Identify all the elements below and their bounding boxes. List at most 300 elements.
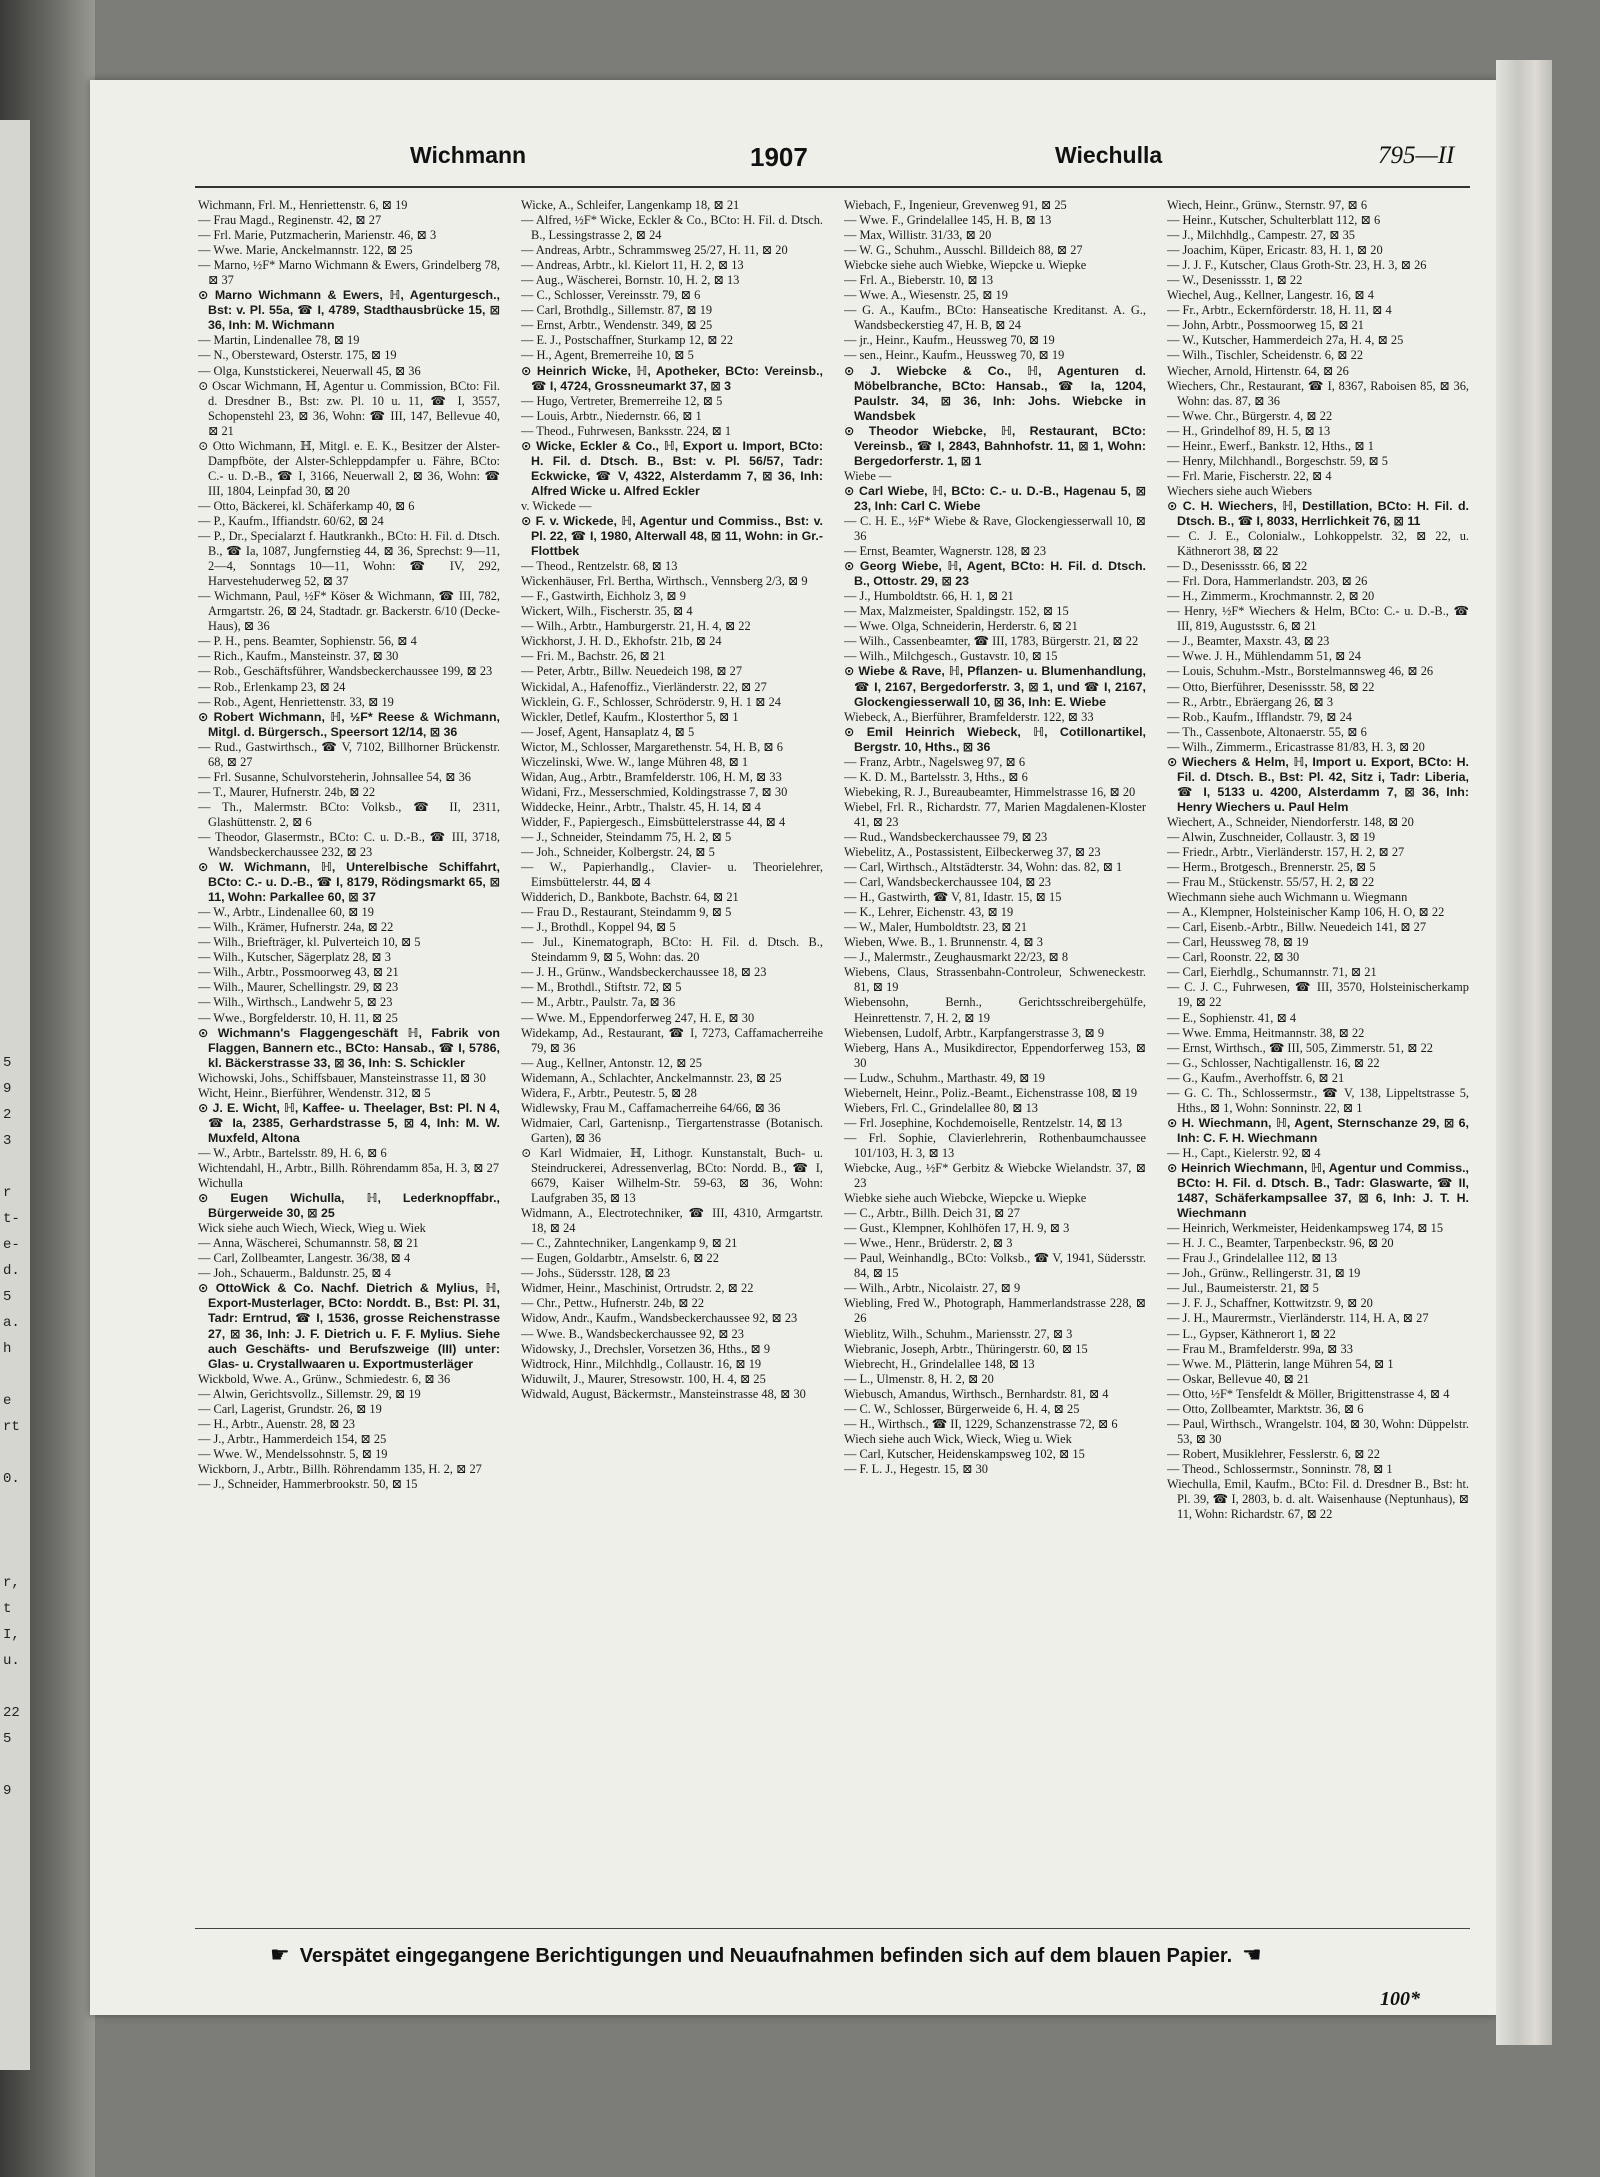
previous-page-mark: 0. [3, 1471, 20, 1487]
directory-entry: Wiebens, Claus, Strassenbahn-Controleur, Schweneckestr. 81, ⊠ 19 [844, 965, 1146, 995]
directory-entry: — Wilh., Arbtr., Nicolaistr. 27, ⊠ 9 [844, 1281, 1021, 1296]
previous-page-mark: 22 [3, 1705, 20, 1721]
directory-entry: — Wichmann, Paul, ½F* Köser & Wichmann, ☎ III, 782, Armgartstr. 26, ⊠ 24, Stadtadr. gr. Backerstr. 6/10 (Decke-Haus), ⊠ 36 [198, 589, 500, 634]
directory-entry: Wick siehe auch Wiech, Wieck, Wieg u. Wiek [198, 1221, 426, 1236]
directory-entry: — Paul, Weinhandlg., BCto: Volksb., ☎ V, 1941, Südersstr. 84, ⊠ 15 [844, 1251, 1146, 1281]
directory-entry: ⊙ Eugen Wichulla, ℍ, Lederknopffabr., Bürgerweide 30, ⊠ 25 [198, 1191, 500, 1221]
directory-entry: — C. W., Schlosser, Bürgerweide 6, H. 4, ⊠ 25 [844, 1401, 1080, 1416]
directory-entry: Wiebranic, Joseph, Arbtr., Thüringerstr. 60, ⊠ 15 [844, 1341, 1088, 1356]
directory-entry: ⊙ Marno Wichmann & Ewers, ℍ, Agenturgesch., Bst: v. Pl. 55a, ☎ I, 4789, Stadthausbrücke 15, ⊠ 36, Inh: M. Wichmann [198, 288, 500, 333]
directory-entry: — Wwe. W., Mendelssohnstr. 5, ⊠ 19 [198, 1446, 388, 1461]
directory-entry: — G., Kaufm., Averhoffstr. 6, ⊠ 21 [1167, 1070, 1345, 1085]
directory-entry: — Olga, Kunststickerei, Neuerwall 45, ⊠ 36 [198, 363, 421, 378]
directory-entry: — F. L. J., Hegestr. 15, ⊠ 30 [844, 1461, 988, 1476]
directory-entry: — Carl, Roonstr. 22, ⊠ 30 [1167, 950, 1300, 965]
directory-page [90, 80, 1498, 2015]
directory-entry: ⊙ Theodor Wiebcke, ℍ, Restaurant, BCto: Vereinsb., ☎ I, 2843, Bahnhofstr. 11, ⊠ 1, Wohn: Bergedorferstr. 1, ⊠ 1 [844, 423, 1146, 468]
previous-page-mark: 2 [3, 1107, 12, 1123]
directory-entry: Wicklein, G. F., Schlosser, Schröderstr. 9, H. 1 ⊠ 24 [521, 694, 781, 709]
directory-entry: — E. J., Postschaffner, Sturkamp 12, ⊠ 22 [521, 333, 734, 348]
directory-entry: — Jul., Kinematograph, BCto: H. Fil. d. Dtsch. B., Steindamm 9, ⊠ 5, Wohn: das. 20 [521, 935, 823, 965]
directory-entry: — Frau Magd., Reginenstr. 42, ⊠ 27 [198, 213, 382, 228]
directory-entry: — Friedr., Arbtr., Vierländerstr. 157, H. 2, ⊠ 27 [1167, 845, 1405, 860]
directory-entry: Widow, Andr., Kaufm., Wandsbeckerchaussee 92, ⊠ 23 [521, 1311, 798, 1326]
directory-entry: — Wilh., Arbtr., Hamburgerstr. 21, H. 4, ⊠ 22 [521, 619, 751, 634]
directory-entry: — Frl. Susanne, Schulvorsteherin, Johnsallee 54, ⊠ 36 [198, 769, 471, 784]
header-rule [195, 186, 1470, 188]
directory-entry: — K. D. M., Bartelsstr. 3, Hths., ⊠ 6 [844, 769, 1028, 784]
directory-entry: ⊙ OttoWick & Co. Nachf. Dietrich & Mylius, ℍ, Export-Musterlager, BCto: Norddt. B., Bst: Pl. 31, Tadr: Erntrud, ☎ I, 1536, grosse Reichenstrasse 27, ⊠ 36, Inh: J. F. Dietrich u. F. F. Mylius. Siehe auch Geschäfts- und Berufszweige (III) unter: Glas- u. Crystallwaaren u. Exportmusterläger [198, 1281, 500, 1371]
directory-entry: Wiebensen, Ludolf, Arbtr., Karpfangerstrasse 3, ⊠ 9 [844, 1025, 1105, 1040]
directory-entry: Wicke, A., Schleifer, Langenkamp 18, ⊠ 21 [521, 198, 740, 212]
previous-page-mark: r, [3, 1575, 20, 1591]
directory-entry: Wiebeking, R. J., Bureaubeamter, Himmelstrasse 16, ⊠ 20 [844, 784, 1136, 799]
directory-entry: ⊙ Georg Wiebe, ℍ, Agent, BCto: H. Fil. d. Dtsch. B., Ottostr. 29, ⊠ 23 [844, 559, 1146, 589]
previous-page-mark [3, 1492, 27, 1518]
pointing-hand-icon: ☛ [270, 1942, 290, 1967]
previous-page-marks [3, 1050, 27, 1804]
previous-page-mark: 5 [3, 1055, 12, 1071]
directory-entry: Widwald, August, Bäckermstr., Mansteinstrasse 48, ⊠ 30 [521, 1386, 806, 1401]
directory-entry: — Alwin, Zuschneider, Collaustr. 3, ⊠ 19 [1167, 829, 1376, 844]
directory-entry: — Louis, Arbtr., Niedernstr. 66, ⊠ 1 [521, 408, 702, 423]
directory-entry: — Carl, Lagerist, Grundstr. 26, ⊠ 19 [198, 1401, 382, 1416]
directory-entry: Wiech, Heinr., Grünw., Sternstr. 97, ⊠ 6 [1167, 198, 1368, 212]
directory-entry: Wickidal, A., Hafenoffiz., Vierländerstr. 22, ⊠ 27 [521, 679, 767, 694]
directory-entry: — Heinrich, Werkmeister, Heidenkampsweg 174, ⊠ 15 [1167, 1221, 1444, 1236]
directory-entry: — Alfred, ½F* Wicke, Eckler & Co., BCto: H. Fil. d. Dtsch. B., Lessingstrasse 2, ⊠ 24 [521, 213, 823, 243]
previous-page-mark: d. [3, 1263, 20, 1279]
directory-entry: — Wwe. B., Wandsbeckerchaussee 92, ⊠ 23 [521, 1326, 744, 1341]
directory-entry: — John, Arbtr., Possmoorweg 15, ⊠ 21 [1167, 318, 1364, 333]
directory-entry: — H., Zimmerm., Krochmannstr. 2, ⊠ 20 [1167, 589, 1375, 604]
directory-entry: — Andreas, Arbtr., Schrammsweg 25/27, H. 11, ⊠ 20 [521, 243, 788, 258]
directory-entry: Widmaier, Carl, Gartenisnp., Tiergartenstrasse (Botanisch. Garten), ⊠ 36 [521, 1115, 823, 1145]
directory-entry: Wickler, Detlef, Kaufm., Klosterthor 5, ⊠ 1 [521, 709, 739, 724]
directory-entry: — H., Grindelhof 89, H. 5, ⊠ 13 [1167, 423, 1331, 438]
directory-entry: Wiebelitz, A., Postassistent, Eilbeckerweg 37, ⊠ 23 [844, 845, 1101, 860]
directory-entry: ⊙ H. Wiechmann, ℍ, Agent, Sternschanze 29, ⊠ 6, Inh: C. F. H. Wiechmann [1167, 1115, 1469, 1145]
directory-entry: — Carl, Kutscher, Heidenskampsweg 102, ⊠ 15 [844, 1446, 1085, 1461]
directory-entry: — P., Dr., Specialarzt f. Hautkrankh., BCto: H. Fil. d. Dtsch. B., ☎ Ia, 1087, Jungfernstieg 44, ⊠ 36, Sprechst: 9—11, 2—4, Sonntags 10—11, Wohn: ☎ IV, 292, Harvestehuderweg 52, ⊠ 37 [198, 529, 500, 589]
directory-entry: — Heinr., Ewerf., Bankstr. 12, Hths., ⊠ 1 [1167, 438, 1374, 453]
directory-entry: Wieberg, Hans A., Musikdirector, Eppendorferweg 153, ⊠ 30 [844, 1040, 1146, 1070]
directory-entry: — J. F. J., Schaffner, Kottwitzstr. 9, ⊠ 20 [1167, 1296, 1373, 1311]
directory-entry: — M., Brothdl., Stiftstr. 72, ⊠ 5 [521, 980, 682, 995]
directory-entry: Wiebensohn, Bernh., Gerichtsschreibergehülfe, Heinrettenstr. 7, H. 2, ⊠ 19 [844, 995, 1146, 1025]
directory-entry: Wiechers, Chr., Restaurant, ☎ I, 8367, Raboisen 85, ⊠ 36, Wohn: das. 87, ⊠ 36 [1167, 378, 1469, 408]
directory-entry: Wichtendahl, H., Arbtr., Billh. Röhrendamm 85a, H. 3, ⊠ 27 [198, 1161, 500, 1175]
directory-entry: — Wilh., Cassenbeamter, ☎ III, 1783, Bürgerstr. 21, ⊠ 22 [844, 634, 1139, 649]
previous-page-mark [3, 1674, 27, 1700]
directory-entry: — Frl. Marie, Putzmacherin, Marienstr. 46, ⊠ 3 [198, 228, 437, 243]
directory-entry: — sen., Heinr., Kaufm., Heussweg 70, ⊠ 19 [844, 348, 1065, 363]
directory-entry: — Aug., Wäscherei, Bornstr. 10, H. 2, ⊠ 13 [521, 273, 740, 288]
directory-entry: Wicht, Heinr., Bierführer, Wendenstr. 312, ⊠ 5 [198, 1085, 431, 1100]
directory-entry: — G., Schlosser, Nachtigallenstr. 16, ⊠ 22 [1167, 1055, 1380, 1070]
previous-page-mark [3, 1440, 27, 1466]
directory-entry: ⊙ C. H. Wiechers, ℍ, Destillation, BCto: H. Fil. d. Dtsch. B., ☎ I, 8033, Herrlichkeit 76, ⊠ 11 [1167, 498, 1469, 528]
directory-entry: — Paul, Wirthsch., Wrangelstr. 104, ⊠ 30, Wohn: Düppelstr. 53, ⊠ 30 [1167, 1416, 1469, 1446]
directory-entry: — Frl. Marie, Fischerstr. 22, ⊠ 4 [1167, 468, 1332, 483]
previous-page-mark: e- [3, 1237, 20, 1253]
column-1 [198, 198, 500, 1918]
directory-entry: — C. J. E., Colonialw., Lohkoppelstr. 32, ⊠ 22, u. Käthnerort 38, ⊠ 22 [1167, 529, 1469, 559]
directory-entry: — Otto, Bäckerei, kl. Schäferkamp 40, ⊠ 6 [198, 498, 415, 513]
directory-entry: ⊙ Emil Heinrich Wiebeck, ℍ, Cotillonartikel, Bergstr. 10, Hths., ⊠ 36 [844, 724, 1146, 754]
directory-entry: — Ernst, Arbtr., Wendenstr. 349, ⊠ 25 [521, 318, 713, 333]
directory-entry: — Wilh., Wirthsch., Landwehr 5, ⊠ 23 [198, 995, 393, 1010]
directory-entry: — Robert, Musiklehrer, Fesslerstr. 6, ⊠ 22 [1167, 1446, 1380, 1461]
directory-entry: ⊙ Otto Wichmann, ℍ, Mitgl. e. E. K., Besitzer der Alster-Dampfböte, der Alster-Schleppdampfer u. Fähre, BCto: C.- u. D.-B., ☎ I, 3166, Neuerwall 2, ⊠ 36, Wohn: ☎ III, 1804, Leinpfad 30, ⊠ 20 [198, 438, 500, 498]
directory-entry: — Marno, ½F* Marno Wichmann & Ewers, Grindelberg 78, ⊠ 37 [198, 258, 500, 288]
directory-entry: — J. H., Grünw., Wandsbeckerchaussee 18, ⊠ 23 [521, 965, 767, 980]
directory-entry: — Frau J., Grindelallee 112, ⊠ 13 [1167, 1251, 1337, 1266]
directory-entry: — W., Papierhandlg., Clavier- u. Theorielehrer, Eimsbüttelerstr. 44, ⊠ 4 [521, 860, 823, 890]
directory-entry: — Louis, Schuhm.-Mstr., Borstelmannsweg 46, ⊠ 26 [1167, 664, 1434, 679]
directory-entry: — Wilh., Krämer, Hufnerstr. 24a, ⊠ 22 [198, 920, 394, 935]
directory-entry: Wiechmann siehe auch Wichmann u. Wiegmann [1167, 890, 1408, 905]
header-page-number: 795—II [1378, 142, 1455, 169]
directory-entry: — A., Klempner, Holsteinischer Kamp 106, H. O, ⊠ 22 [1167, 905, 1445, 920]
directory-entry: — Wwe., Borgfelderstr. 10, H. 11, ⊠ 25 [198, 1010, 398, 1025]
directory-entry: — Frl. A., Bieberstr. 10, ⊠ 13 [844, 273, 994, 288]
directory-entry: — Rob., Agent, Henriettenstr. 33, ⊠ 19 [198, 694, 394, 709]
directory-entry: — Theodor, Glasermstr., BCto: C. u. D.-B., ☎ III, 3718, Wandsbeckerchaussee 232, ⊠ 23 [198, 829, 500, 860]
directory-entry: — Joachim, Küper, Ericastr. 83, H. 1, ⊠ 20 [1167, 243, 1383, 258]
column-4 [1167, 198, 1469, 1918]
directory-entry: ⊙ W. Wichmann, ℍ, Unterelbische Schiffahrt, BCto: C.- u. D.-B., ☎ I, 8179, Rödingsmarkt 65, ⊠ 11, Wohn: Parkallee 60, ⊠ 37 [198, 860, 500, 905]
directory-entry: — Aug., Kellner, Antonstr. 12, ⊠ 25 [521, 1055, 702, 1070]
directory-entry: — L., Gypser, Käthnerort 1, ⊠ 22 [1167, 1326, 1336, 1341]
directory-entry: — Ernst, Beamter, Wagnerstr. 128, ⊠ 23 [844, 544, 1047, 559]
directory-entry: Wictor, M., Schlosser, Margarethenstr. 54, H. B, ⊠ 6 [521, 739, 783, 754]
directory-entry: — J., Humboldtstr. 66, H. 1, ⊠ 21 [844, 589, 1014, 604]
directory-entry: — Theod., Schlossermstr., Sonninstr. 78, ⊠ 1 [1167, 1461, 1393, 1476]
directory-entry: ⊙ Karl Widmaier, ℍ, Lithogr. Kunstanstalt, Buch- u. Steindruckerei, Adressenverlag, BCto: Nordd. B., ☎ I, 6679, Kaiser Wilhelm-Str. 59-63, ⊠ 36, Wohn: Laufgraben 35, ⊠ 13 [521, 1145, 823, 1206]
page-header [90, 142, 1498, 182]
directory-entry: — Wwe. M., Eppendorferweg 247, H. E, ⊠ 30 [521, 1010, 755, 1025]
directory-entry: Wickbold, Wwe. A., Grünw., Schmiedestr. 6, ⊠ 36 [198, 1371, 451, 1386]
directory-entry: Widmann, A., Electrotechniker, ☎ III, 4310, Armgartstr. 18, ⊠ 24 [521, 1206, 823, 1236]
directory-entry: — F., Gastwirth, Eichholz 3, ⊠ 9 [521, 589, 686, 604]
previous-page-mark [3, 1518, 27, 1544]
directory-entry: Wiebke siehe auch Wiebcke, Wiepcke u. Wiepke [844, 1191, 1087, 1206]
directory-entry: — Max, Malzmeister, Spaldingstr. 152, ⊠ 15 [844, 604, 1069, 619]
directory-entry: — Wwe. Olga, Schneiderin, Herderstr. 6, ⊠ 21 [844, 619, 1078, 634]
directory-entry: — J., Beamter, Maxstr. 43, ⊠ 23 [1167, 634, 1330, 649]
directory-entry: Wiebrecht, H., Grindelallee 148, ⊠ 13 [844, 1356, 1035, 1371]
directory-entry: — Rud., Gastwirthsch., ☎ V, 7102, Billhorner Brückenstr. 68, ⊠ 27 [198, 739, 500, 769]
directory-entry: — Franz, Arbtr., Nagelsweg 97, ⊠ 6 [844, 754, 1026, 769]
previous-page-mark [3, 1544, 27, 1570]
previous-page-mark: 9 [3, 1081, 12, 1097]
directory-entry: — Wilh., Maurer, Schellingstr. 29, ⊠ 23 [198, 980, 399, 995]
directory-entry: Widowsky, J., Drechsler, Vorsetzen 36, Hths., ⊠ 9 [521, 1341, 771, 1356]
directory-entry: ⊙ Wiechers & Helm, ℍ, Import u. Export, BCto: H. Fil. d. Dtsch. B., Bst: Pl. 42, Sitz i, Tadr: Liberia, ☎ I, 5133 u. 4200, Alsterdamm 7, ⊠ 36, Inh: Henry Wiechers u. Paul Helm [1167, 754, 1469, 814]
pointing-hand-icon: ☛ [1242, 1942, 1262, 1967]
directory-entry: ⊙ J. Wiebcke & Co., ℍ, Agenturen d. Möbelbranche, BCto: Hansab., ☎ Ia, 1204, Paulstr. 34, ⊠ 36, Inh: Johs. Wiebcke in Wandsbek [844, 363, 1146, 423]
directory-entry: — H., Agent, Bremerreihe 10, ⊠ 5 [521, 348, 694, 363]
directory-entry: — Wilh., Zimmerm., Ericastrasse 81/83, H. 3, ⊠ 20 [1167, 739, 1425, 754]
directory-entry: — J. J. F., Kutscher, Claus Groth-Str. 23, H. 3, ⊠ 26 [1167, 258, 1427, 273]
directory-entry: — Fr., Arbtr., Eckernförderstr. 18, H. 11, ⊠ 4 [1167, 303, 1392, 318]
directory-entry: ⊙ Heinrich Wiechmann, ℍ, Agentur und Commiss., BCto: H. Fil. d. Dtsch. B., Tadr: Glaswarte, ☎ II, 1487, Schäferkampsallee 37, ⊠ 6, Inh: J. T. H. Wiechmann [1167, 1161, 1469, 1221]
directory-entry: Wiecher, Arnold, Hirtenstr. 64, ⊠ 26 [1167, 363, 1349, 378]
footer-notice [270, 1942, 1430, 1968]
directory-entry: — W., Desenissstr. 1, ⊠ 22 [1167, 273, 1303, 288]
directory-entry: — Joh., Grünw., Rellingerstr. 31, ⊠ 19 [1167, 1266, 1361, 1281]
directory-entry: — C., Schlosser, Vereinsstr. 79, ⊠ 6 [521, 288, 701, 303]
previous-page-mark [3, 1154, 27, 1180]
directory-entry: Wickert, Wilh., Fischerstr. 35, ⊠ 4 [521, 604, 693, 619]
directory-entry: Wiebel, Frl. R., Richardstr. 77, Marien Magdalenen-Kloster 41, ⊠ 23 [844, 799, 1146, 829]
directory-entry: Widmer, Heinr., Maschinist, Ortrudstr. 2, ⊠ 22 [521, 1281, 754, 1296]
directory-entry: — H., Wirthsch., ☎ II, 1229, Schanzenstrasse 72, ⊠ 6 [844, 1416, 1118, 1431]
directory-entry: Wieblitz, Wilh., Schuhm., Mariensstr. 27, ⊠ 3 [844, 1326, 1073, 1341]
directory-entry: Wiebach, F., Ingenieur, Grevenweg 91, ⊠ 25 [844, 198, 1067, 212]
directory-entry: — Wilh., Arbtr., Possmoorweg 43, ⊠ 21 [198, 965, 399, 980]
directory-entry: Wiebcke, Aug., ½F* Gerbitz & Wiebcke Wielandstr. 37, ⊠ 23 [844, 1161, 1146, 1191]
directory-entry: Wiebernelt, Heinr., Poliz.-Beamt., Eichenstrasse 108, ⊠ 19 [844, 1085, 1138, 1100]
previous-page-mark: I, [3, 1627, 20, 1643]
directory-entry: — Gust., Klempner, Kohlhöfen 17, H. 9, ⊠ 3 [844, 1221, 1070, 1236]
directory-entry: Wiebling, Fred W., Photograph, Hammerlandstrasse 228, ⊠ 26 [844, 1296, 1146, 1326]
previous-page-mark: 9 [3, 1783, 12, 1799]
directory-entry: — Frl. Dora, Hammerlandstr. 203, ⊠ 26 [1167, 574, 1368, 589]
directory-entry: — Martin, Lindenallee 78, ⊠ 19 [198, 333, 360, 348]
directory-entry: — Carl, Brothdlg., Sillemstr. 87, ⊠ 19 [521, 303, 713, 318]
directory-entry: Wiebusch, Amandus, Wirthsch., Bernhardstr. 81, ⊠ 4 [844, 1386, 1109, 1401]
directory-entry: Widuwilt, J., Maurer, Stresowstr. 100, H. 4, ⊠ 25 [521, 1371, 766, 1386]
previous-page-edge [0, 120, 30, 2070]
directory-entry: ⊙ Oscar Wichmann, ℍ, Agentur u. Commission, BCto: Fil. d. Dresdner B., Bst: zw. Pl. 10 u. 11, ☎ I, 3557, Schopenstehl 23, ⊠ 36, Wohn: ☎ III, 147, Bellevue 40, ⊠ 21 [198, 378, 500, 438]
directory-entry: — Joh., Schauerm., Baldunstr. 25, ⊠ 4 [198, 1266, 391, 1281]
directory-entry: — P., Kaufm., Iffiandstr. 60/62, ⊠ 24 [198, 513, 384, 528]
directory-entry: — Jul., Baumeisterstr. 21, ⊠ 5 [1167, 1281, 1319, 1296]
directory-entry: — Anna, Wäscherei, Schumannstr. 58, ⊠ 21 [198, 1236, 419, 1251]
previous-page-mark [3, 1752, 27, 1778]
directory-entry: — W. G., Schuhm., Ausschl. Billdeich 88, ⊠ 27 [844, 243, 1083, 258]
previous-page-mark: h [3, 1341, 12, 1357]
directory-entry: — Carl, Wandsbeckerchaussee 104, ⊠ 23 [844, 875, 1052, 890]
directory-entry: — Wilh., Milchgesch., Gustavstr. 10, ⊠ 15 [844, 649, 1058, 664]
directory-entry: — Th., Malermstr. BCto: Volksb., ☎ II, 2311, Glashüttenstr. 2, ⊠ 6 [198, 799, 500, 829]
directory-entry: Wickhorst, J. H. D., Ekhofstr. 21b, ⊠ 24 [521, 634, 722, 649]
directory-entry: — Henry, ½F* Wiechers & Helm, BCto: C.- u. D.-B., ☎ III, 819, Augustsstr. 6, ⊠ 21 [1167, 604, 1469, 634]
directory-entry: — Johs., Südersstr. 128, ⊠ 23 [521, 1266, 671, 1281]
directory-entry: — Oskar, Bellevue 40, ⊠ 21 [1167, 1371, 1310, 1386]
directory-entry: — J., Milchhdlg., Campestr. 27, ⊠ 35 [1167, 228, 1355, 243]
directory-entry: — Rob., Kaufm., Ifflandstr. 79, ⊠ 24 [1167, 709, 1352, 724]
directory-entry: — Chr., Pettw., Hufnerstr. 24b, ⊠ 22 [521, 1296, 705, 1311]
previous-page-mark: 5 [3, 1731, 12, 1747]
directory-entry: Wichulla [198, 1176, 243, 1191]
directory-entry: Widekamp, Ad., Restaurant, ☎ I, 7273, Caffamacherreihe 79, ⊠ 36 [521, 1025, 823, 1055]
directory-entry: ⊙ Robert Wichmann, ℍ, ½F* Reese & Wichmann, Mitgl. d. Bürgersch., Speersort 12/14, ⊠ 36 [198, 709, 500, 739]
directory-entry: — Frau M., Stückenstr. 55/57, H. 2, ⊠ 22 [1167, 875, 1375, 890]
directory-entry: — C. H. E., ½F* Wiebe & Rave, Glockengiesserwall 10, ⊠ 36 [844, 513, 1146, 544]
directory-entry: Wieben, Wwe. B., 1. Brunnenstr. 4, ⊠ 3 [844, 935, 1043, 950]
directory-entry: — J., Schneider, Hammerbrookstr. 50, ⊠ 15 [198, 1476, 418, 1491]
directory-entry: — C. J. C., Fuhrwesen, ☎ III, 3570, Holsteinischerkamp 19, ⊠ 22 [1167, 980, 1469, 1010]
directory-entry: — K., Lehrer, Eichenstr. 43, ⊠ 19 [844, 905, 1014, 920]
directory-entry: — Rob., Erlenkamp 23, ⊠ 24 [198, 679, 346, 694]
previous-page-mark: 5 [3, 1289, 12, 1305]
directory-entry: — Wwe. Emma, Heitmannstr. 38, ⊠ 22 [1167, 1025, 1365, 1040]
previous-page-mark: 3 [3, 1133, 12, 1149]
directory-entry: — Theod., Fuhrwesen, Banksstr. 224, ⊠ 1 [521, 423, 732, 438]
directory-entry: — Carl, Wirthsch., Altstädterstr. 34, Wohn: das. 82, ⊠ 1 [844, 860, 1123, 875]
directory-entry: — Joh., Schneider, Kolbergstr. 24, ⊠ 5 [521, 845, 715, 860]
directory-entry: — Wwe. M., Plätterin, lange Mühren 54, ⊠ 1 [1167, 1356, 1394, 1371]
directory-entry: — L., Ulmenstr. 8, H. 2, ⊠ 20 [844, 1371, 994, 1386]
directory-entry: Widderich, D., Bankbote, Bachstr. 64, ⊠ 21 [521, 890, 739, 905]
previous-page-mark: rt [3, 1419, 20, 1435]
directory-entry: — Carl, Eierhdlg., Schumannstr. 71, ⊠ 21 [1167, 965, 1377, 980]
directory-entry: — W., Kutscher, Hammerdeich 27a, H. 4, ⊠ 25 [1167, 333, 1404, 348]
directory-entry: — Wwe. A., Wiesenstr. 25, ⊠ 19 [844, 288, 1008, 303]
directory-entry: — C., Zahntechniker, Langenkamp 9, ⊠ 21 [521, 1236, 738, 1251]
directory-entry: — H., Gastwirth, ☎ V, 81, Idastr. 15, ⊠ 15 [844, 890, 1062, 905]
directory-entry: — Wwe. Marie, Anckelmannstr. 122, ⊠ 25 [198, 243, 413, 258]
directory-entry: — Wwe., Henr., Brüderstr. 2, ⊠ 3 [844, 1236, 1013, 1251]
directory-entry: — H., Arbtr., Auenstr. 28, ⊠ 23 [198, 1416, 356, 1431]
directory-entry: — G. C. Th., Schlossermstr., ☎ V, 138, Lippeltstrasse 5, Hths., ⊠ 1, Wohn: Sonninstr. 22, ⊠ 1 [1167, 1085, 1469, 1115]
directory-entry: — P. H., pens. Beamter, Sophienstr. 56, ⊠ 4 [198, 634, 417, 649]
directory-entry: Widemann, A., Schlachter, Anckelmannstr. 23, ⊠ 25 [521, 1070, 782, 1085]
directory-entry: ⊙ J. E. Wicht, ℍ, Kaffee- u. Theelager, Bst: Pl. N 4, ☎ Ia, 2385, Gerhardstrasse 5, ⊠ 4, Inh: M. W. Muxfeld, Altona [198, 1100, 500, 1145]
directory-entry: — Carl, Heussweg 78, ⊠ 19 [1167, 935, 1309, 950]
column-2 [521, 198, 823, 1918]
directory-entry: Widlewsky, Frau M., Caffamacherreihe 64/66, ⊠ 36 [521, 1100, 781, 1115]
directory-entry: — Frau D., Restaurant, Steindamm 9, ⊠ 5 [521, 905, 732, 920]
directory-columns [198, 198, 1470, 1918]
header-year: 1907 [750, 142, 808, 172]
directory-entry: Widera, F., Arbtr., Peutestr. 5, ⊠ 28 [521, 1085, 697, 1100]
previous-page-mark: t [3, 1601, 12, 1617]
directory-entry: Wickborn, J., Arbtr., Billh. Röhrendamm 135, H. 2, ⊠ 27 [198, 1461, 482, 1476]
directory-entry: — Th., Cassenbote, Altonaerstr. 55, ⊠ 6 [1167, 724, 1367, 739]
directory-entry: — Heinr., Kutscher, Schulterblatt 112, ⊠ 6 [1167, 213, 1381, 228]
directory-entry: ⊙ Wiebe & Rave, ℍ, Pflanzen- u. Blumenhandlung, ☎ I, 2167, Bergedorferstr. 3, ⊠ 1, und ☎ I, 2167, Glockengiesserwall 10, ⊠ 36, Inh: E. Wiebe [844, 664, 1146, 709]
directory-entry: — Carl, Eisenb.-Arbtr., Billw. Neuedeich 141, ⊠ 27 [1167, 920, 1427, 935]
directory-entry: Wiczelinski, Wwe. W., lange Mühren 48, ⊠ 1 [521, 754, 749, 769]
footer-rule [195, 1928, 1470, 1929]
directory-entry: — Peter, Arbtr., Billw. Neuedeich 198, ⊠ 27 [521, 664, 743, 679]
directory-entry: — Wilh., Briefträger, kl. Pulverteich 10, ⊠ 5 [198, 935, 421, 950]
directory-entry: — Henry, Milchhandl., Borgeschstr. 59, ⊠ 5 [1167, 453, 1388, 468]
sheet-signature: 100* [1380, 1988, 1420, 2010]
previous-page-mark: e [3, 1393, 12, 1409]
directory-entry: Wichmann, Frl. M., Henriettenstr. 6, ⊠ 19 [198, 198, 408, 212]
column-3 [844, 198, 1146, 1918]
directory-entry: — G. A., Kaufm., BCto: Hanseatische Kreditanst. A. G., Wandsbeckerstieg 47, H. B, ⊠ 24 [844, 303, 1146, 333]
directory-entry: — N., Obersteward, Osterstr. 175, ⊠ 19 [198, 348, 397, 363]
directory-entry: — Carl, Zollbeamter, Langestr. 36/38, ⊠ 4 [198, 1251, 411, 1266]
directory-entry: — Max, Willistr. 31/33, ⊠ 20 [844, 228, 992, 243]
directory-entry: Widdecke, Heinr., Arbtr., Thalstr. 45, H. 14, ⊠ 4 [521, 799, 761, 814]
directory-entry: v. Wickede — [521, 498, 592, 513]
directory-entry: — Otto, Bierführer, Desenissstr. 58, ⊠ 22 [1167, 679, 1375, 694]
directory-entry: Wiechel, Aug., Kellner, Langestr. 16, ⊠ 4 [1167, 288, 1374, 303]
directory-entry: — M., Arbtr., Paulstr. 7a, ⊠ 36 [521, 995, 676, 1010]
directory-entry: — J., Malermstr., Zeughausmarkt 22/23, ⊠ 8 [844, 950, 1069, 965]
directory-entry: — Eugen, Goldarbtr., Amselstr. 6, ⊠ 22 [521, 1251, 719, 1266]
header-last-name: Wiechulla [1055, 142, 1163, 168]
directory-entry: ⊙ Wichmann's Flaggengeschäft ℍ, Fabrik von Flaggen, Bannern etc., BCto: Hansab., ☎ I, 5786, kl. Bäckerstrasse 33, ⊠ 36, Inh: S. Schickler [198, 1025, 500, 1070]
directory-entry: — Alwin, Gerichtsvollz., Sillemstr. 29, ⊠ 19 [198, 1386, 421, 1401]
directory-entry: — J. H., Maurermstr., Vierländerstr. 114, H. A, ⊠ 27 [1167, 1311, 1429, 1326]
directory-entry: Wiebcke siehe auch Wiebke, Wiepcke u. Wiepke [844, 258, 1087, 273]
directory-entry: Wichowski, Johs., Schiffsbauer, Mansteinstrasse 11, ⊠ 30 [198, 1070, 486, 1085]
directory-entry: — C., Arbtr., Billh. Deich 31, ⊠ 27 [844, 1206, 1020, 1221]
directory-entry: — Frl. Josephine, Kochdemoiselle, Rentzelstr. 14, ⊠ 13 [844, 1115, 1123, 1130]
directory-entry: Wiechers siehe auch Wiebers [1167, 483, 1312, 498]
directory-entry: — Theod., Rentzelstr. 68, ⊠ 13 [521, 559, 678, 574]
directory-entry: Wickenhäuser, Frl. Bertha, Wirthsch., Vennsberg 2/3, ⊠ 9 [521, 574, 808, 589]
previous-page-mark: t- [3, 1211, 20, 1227]
footer-notice-text: Verspätet eingegangene Berichtigungen und Neuaufnahmen befinden sich auf dem blauen Papier. [299, 1945, 1233, 1967]
directory-entry: — D., Desenissstr. 66, ⊠ 22 [1167, 559, 1308, 574]
directory-entry: — Wilh., Tischler, Scheidenstr. 6, ⊠ 22 [1167, 348, 1364, 363]
directory-entry: — R., Arbtr., Ebräergang 26, ⊠ 3 [1167, 694, 1334, 709]
directory-entry: — J., Brothdl., Koppel 94, ⊠ 5 [521, 920, 676, 935]
previous-page-mark: a. [3, 1315, 20, 1331]
directory-entry: — J., Schneider, Steindamm 75, H. 2, ⊠ 5 [521, 829, 732, 844]
directory-entry: Wiebe — [844, 468, 892, 483]
directory-entry: — Ernst, Wirthsch., ☎ III, 505, Zimmerstr. 51, ⊠ 22 [1167, 1040, 1433, 1055]
directory-entry: Widan, Aug., Arbtr., Bramfelderstr. 106, H. M, ⊠ 33 [521, 769, 782, 784]
directory-entry: — Otto, Zollbeamter, Marktstr. 36, ⊠ 6 [1167, 1401, 1364, 1416]
directory-entry: Widani, Frz., Messerschmied, Koldingstrasse 7, ⊠ 30 [521, 784, 788, 799]
directory-entry: — Hugo, Vertreter, Bremerreihe 12, ⊠ 5 [521, 393, 723, 408]
directory-entry: Wiebeck, A., Bierführer, Bramfelderstr. 122, ⊠ 33 [844, 709, 1094, 724]
directory-entry: — J., Arbtr., Hammerdeich 154, ⊠ 25 [198, 1431, 387, 1446]
directory-entry: — H., Capt., Kielerstr. 92, ⊠ 4 [1167, 1145, 1321, 1160]
directory-entry: — W., Maler, Humboldtstr. 23, ⊠ 21 [844, 920, 1028, 935]
previous-page-mark [3, 1362, 27, 1388]
directory-entry: — H. J. C., Beamter, Tarpenbeckstr. 96, ⊠ 20 [1167, 1236, 1394, 1251]
directory-entry: — Wilh., Kutscher, Sägerplatz 28, ⊠ 3 [198, 950, 391, 965]
directory-entry: — Wwe. J. H., Mühlendamm 51, ⊠ 24 [1167, 649, 1361, 664]
directory-entry: — Frau M., Bramfelderstr. 99a, ⊠ 33 [1167, 1341, 1353, 1356]
previous-page-mark: u. [3, 1653, 20, 1669]
directory-entry: — Rich., Kaufm., Mansteinstr. 37, ⊠ 30 [198, 649, 399, 664]
directory-entry: — Rud., Wandsbeckerchaussee 79, ⊠ 23 [844, 829, 1048, 844]
directory-entry: — Wwe. Chr., Bürgerstr. 4, ⊠ 22 [1167, 408, 1333, 423]
directory-entry: — Rob., Geschäftsführer, Wandsbeckerchaussee 199, ⊠ 23 [198, 664, 493, 679]
directory-entry: — jr., Heinr., Kaufm., Heussweg 70, ⊠ 19 [844, 333, 1055, 348]
directory-entry: — Andreas, Arbtr., kl. Kielort 11, H. 2, ⊠ 13 [521, 258, 744, 273]
directory-entry: Widder, F., Papiergesch., Eimsbüttelerstrasse 44, ⊠ 4 [521, 814, 786, 829]
directory-entry: Wiechulla, Emil, Kaufm., BCto: Fil. d. Dresdner B., Bst: ht. Pl. 39, ☎ I, 2803, b. d. alt. Waisenhause (Neptunhaus), ⊠ 11, Wohn: Richardstr. 67, ⊠ 22 [1167, 1476, 1469, 1522]
directory-entry: — W., Arbtr., Bartelsstr. 89, H. 6, ⊠ 6 [198, 1145, 387, 1160]
previous-page-mark: r [3, 1185, 12, 1201]
directory-entry: — Wwe. F., Grindelallee 145, H. B, ⊠ 13 [844, 213, 1052, 228]
header-first-name: Wichmann [410, 142, 527, 168]
directory-entry: — W., Arbtr., Lindenallee 60, ⊠ 19 [198, 905, 374, 920]
directory-entry: Widtrock, Hinr., Milchhdlg., Collaustr. 16, ⊠ 19 [521, 1356, 762, 1371]
directory-entry: — Ludw., Schuhm., Marthastr. 49, ⊠ 19 [844, 1070, 1045, 1085]
directory-entry: ⊙ Heinrich Wicke, ℍ, Apotheker, BCto: Vereinsb., ☎ I, 4724, Grossneumarkt 37, ⊠ 3 [521, 363, 823, 393]
directory-entry: — Josef, Agent, Hansaplatz 4, ⊠ 5 [521, 724, 695, 739]
directory-entry: — Fri. M., Bachstr. 26, ⊠ 21 [521, 649, 666, 664]
directory-entry: — T., Maurer, Hufnerstr. 24b, ⊠ 22 [198, 784, 376, 799]
directory-entry: — Herm., Brotgesch., Brennerstr. 25, ⊠ 5 [1167, 860, 1376, 875]
directory-entry: Wiechert, A., Schneider, Niendorferstr. 148, ⊠ 20 [1167, 814, 1414, 829]
directory-entry: ⊙ F. v. Wickede, ℍ, Agentur und Commiss., Bst: v. Pl. 22, ☎ I, 1980, Alterwall 48, ⊠ 11, Wohn: in Gr.-Flottbek [521, 513, 823, 559]
